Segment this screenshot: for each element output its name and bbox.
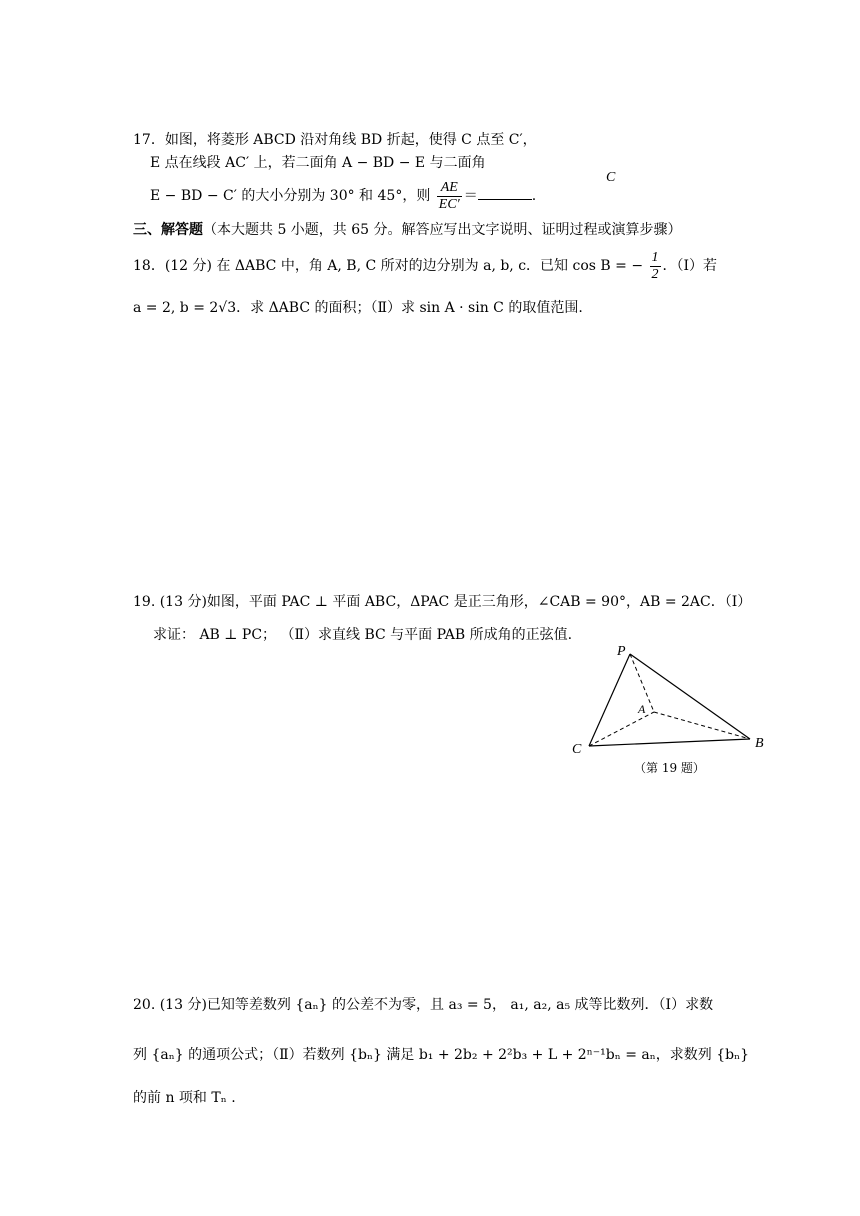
q19-line-2: 求证： AB ⊥ PC； （Ⅱ）求直线 BC 与平面 PAB 所成角的正弦值. bbox=[153, 627, 573, 643]
q19-line-1: 19. (13 分)如图，平面 PAC ⊥ 平面 ABC，ΔPAC 是正三角形，∠CAB = 90°，AB = 2AC．（Ⅰ） bbox=[133, 594, 752, 610]
q17-line-3 bbox=[150, 178, 536, 214]
q19-figure-label-p: P bbox=[617, 644, 626, 659]
q17-equals: ＝ bbox=[463, 188, 478, 204]
q20-line-1: 20. (13 分)已知等差数列 {aₙ} 的公差不为零，且 a₃ = 5， a₁, a₂, a₅ 成等比数列．（Ⅰ）求数 bbox=[133, 997, 714, 1013]
q17-line-1: 17．如图，将菱形 ABCD 沿对角线 BD 折起，使得 C 点至 C′， bbox=[133, 132, 537, 148]
q18-fraction-denominator: 2 bbox=[651, 266, 659, 282]
section-3-title: 三、解答题 bbox=[133, 222, 203, 238]
q17-fraction-numerator: AE bbox=[437, 180, 462, 197]
q18-line-2: a = 2, b = 2√3．求 ΔABC 的面积；（Ⅱ）求 sin A · sin C 的取值范围. bbox=[133, 300, 583, 316]
q17-answer-blank bbox=[478, 185, 532, 200]
q19-figure-caption: （第 19 题） bbox=[634, 761, 705, 775]
q17-line-3-text: E − BD − C′ 的大小分别为 30° 和 45°，则 bbox=[150, 188, 431, 204]
q19-figure-label-b: B bbox=[755, 736, 764, 751]
q18-fraction bbox=[650, 250, 661, 283]
q18-line-1-text: 18．(12 分) 在 ΔABC 中，角 A, B, C 所对的边分别为 a, b, c．已知 cos B = − bbox=[133, 258, 644, 274]
q20-line-2: 列 {aₙ} 的通项公式；（Ⅱ）若数列 {bₙ} 满足 b₁ + 2b₂ + 2²b₃ + L + 2ⁿ⁻¹bₙ = aₙ，求数列 {bₙ} bbox=[133, 1047, 750, 1063]
q17-fraction bbox=[437, 180, 462, 213]
q18-fraction-numerator: 1 bbox=[651, 249, 659, 265]
q18-line-1-end: ．（Ⅰ）若 bbox=[662, 258, 718, 274]
edge-pc bbox=[589, 654, 630, 746]
edge-ab bbox=[654, 712, 750, 739]
q17-period: . bbox=[531, 188, 537, 204]
q20-line-3: 的前 n 项和 Tₙ . bbox=[133, 1090, 236, 1106]
section-3-heading bbox=[133, 220, 682, 240]
q17-fraction-denominator: EC′ bbox=[438, 196, 460, 212]
q19-figure-label-a: A bbox=[638, 702, 646, 716]
q17-line-2: E 点在线段 AC′ 上，若二面角 A − BD − E 与二面角 bbox=[150, 155, 486, 171]
edge-ca bbox=[589, 712, 654, 746]
q18-line-1 bbox=[133, 248, 717, 284]
edge-cb bbox=[589, 739, 750, 746]
edge-pb bbox=[630, 654, 750, 739]
q17-figure-label-c: C bbox=[606, 170, 616, 185]
section-3-description: （本大题共 5 小题，共 65 分。解答应写出文字说明、证明过程或演算步骤） bbox=[203, 222, 682, 238]
q19-figure-label-c: C bbox=[572, 742, 582, 757]
